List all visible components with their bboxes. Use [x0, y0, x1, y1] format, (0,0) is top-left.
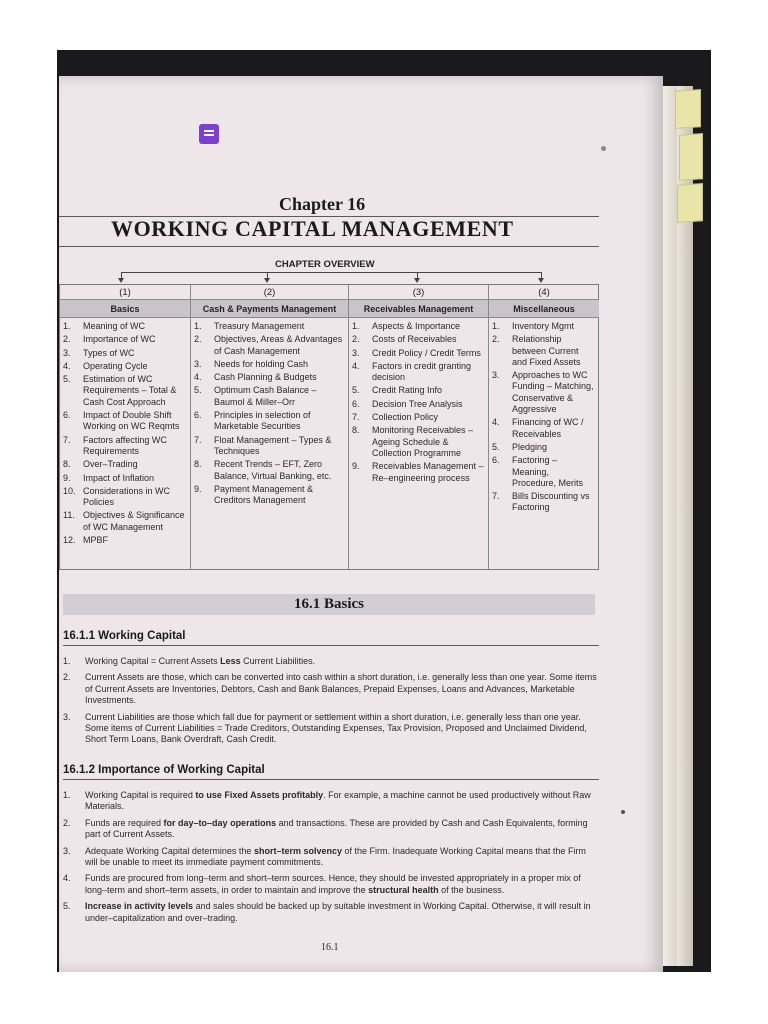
list-item: 8. Monitoring Receivables – Ageing Schedule & Collection Programme [352, 425, 474, 458]
ink-dot [621, 810, 625, 814]
section-heading: 16.1 Basics [63, 594, 595, 615]
list-item: 1. Working Capital is required to use Fixed Assets profitably. For example, a machine cannot be used productively without Raw Materials. [63, 790, 591, 812]
list-item: 3. Credit Policy / Credit Terms [352, 347, 481, 358]
list-item: 4. Funds are procured from long–term and short–term sources. Hence, they should be invested appropriately in a proper mix of long–term and short–term assets, in order to maintain and improve the structural health of the business. [63, 873, 581, 895]
list-item: 8. Recent Trends – EFT, Zero Balance, Virtual Banking, etc. [194, 459, 332, 481]
list-item: 9. Receivables Management – Re–engineering process [352, 461, 484, 483]
topic-list [349, 318, 488, 484]
list-item: 2. Funds are required for day–to–day operations and transactions. These are provided by Cash and Cash Equivalents, forming part of Current Assets. [63, 817, 588, 840]
sticky-flag [677, 183, 703, 223]
importance-list [63, 790, 597, 929]
overview-connector [121, 272, 541, 273]
list-item: 2. Objectives, Areas & Advantages of Cash Management [194, 334, 343, 356]
scanned-photo [57, 50, 711, 972]
list-item: 1. Treasury Management [194, 321, 305, 331]
subsection-rule [63, 779, 599, 780]
overview-column-receivables [348, 285, 488, 569]
list-item: 5. Pledging [492, 441, 548, 452]
overview-column-cash [190, 285, 348, 569]
list-item: 4. Factors in credit granting decision [352, 360, 472, 383]
list-item: 2. Relationship between Current and Fixed Assets [492, 334, 581, 367]
arrow-down-icon [414, 278, 420, 283]
list-item: 6. Impact of Double Shift Working on WC Reqmts [63, 410, 180, 432]
list-item: 3. Adequate Working Capital determines the short–term solvency of the Firm. Inadequate Working Capital means that the Firm will be unable to meet its immediate payment commitments. [63, 845, 586, 868]
overview-column-basics [60, 285, 190, 569]
ink-dot [601, 146, 606, 151]
sticky-flag [675, 89, 701, 129]
column-heading: Receivables Management [349, 300, 488, 318]
sticky-flag [679, 133, 703, 181]
list-item: 12. MPBF [63, 535, 109, 546]
list-item: 9. Payment Management & Creditors Management [194, 483, 314, 506]
book-page [59, 76, 663, 972]
list-item: 3. Types of WC [63, 347, 135, 358]
list-item: 4. Operating Cycle [63, 360, 148, 371]
list-item: 6. Decision Tree Analysis [352, 398, 463, 409]
topic-list [191, 318, 348, 506]
list-item: 1. Aspects & Importance [352, 321, 461, 331]
title-rule [59, 246, 599, 247]
list-item: 2. Current Assets are those, which can be converted into cash within a short duration, i.e. generally less than one year. Some items of Current Assets are Inventories, Debtors, Cash and Bank Balances, Prepaid Expenses, Loans and Advances, Marketable Investments. [63, 672, 597, 706]
page-number: 16.1 [321, 942, 339, 953]
column-number: (3) [349, 285, 488, 300]
chapter-overview-table [59, 284, 599, 570]
list-item: 3. Approaches to WC Funding – Matching, Conservative & Aggressive [492, 370, 594, 415]
list-item: 5. Optimum Cash Balance – Baumol & Miller–Orr [194, 385, 317, 407]
list-item: 7. Float Management – Types & Techniques [194, 434, 332, 456]
column-number: (1) [60, 285, 190, 300]
overview-column-misc [488, 285, 599, 569]
list-item: 4. Financing of WC / Receivables [492, 417, 584, 439]
working-capital-list [63, 656, 597, 751]
subsection-heading: 16.1.1 Working Capital [63, 630, 186, 642]
list-item: 6. Principles in selection of Marketable Securities [194, 410, 311, 432]
list-item: 2. Importance of WC [63, 334, 156, 345]
column-number: (4) [489, 285, 599, 300]
list-item: 1. Working Capital = Current Assets Less Current Liabilities. [63, 656, 316, 666]
list-item: 10. Considerations in WC Policies [63, 485, 171, 508]
list-item: 6. Factoring – Meaning, Procedure, Merits [492, 455, 584, 488]
list-item: 7. Bills Discounting vs Factoring [492, 491, 590, 513]
list-item: 2. Costs of Receivables [352, 334, 457, 345]
arrow-down-icon [264, 278, 270, 283]
chapter-number: Chapter 16 [279, 194, 366, 214]
arrow-down-icon [538, 278, 544, 283]
list-item: 11. Objectives & Significance of WC Management [63, 510, 185, 532]
column-heading: Cash & Payments Management [191, 300, 348, 318]
list-item: 7. Collection Policy [352, 412, 439, 423]
list-item: 1. Meaning of WC [63, 321, 146, 331]
list-item: 5. Estimation of WC Requirements – Total & Cash Cost Approach [63, 374, 177, 407]
chapter-title: WORKING CAPITAL MANAGEMENT [111, 216, 514, 241]
list-item: 5. Credit Rating Info [352, 385, 443, 396]
overview-title: CHAPTER OVERVIEW [275, 259, 375, 270]
topic-list [60, 318, 190, 546]
column-heading: Basics [60, 300, 190, 318]
list-item: 3. Needs for holding Cash [194, 358, 309, 369]
list-item: 5. Increase in activity levels and sales should be backed up by suitable investment in Working Capital. Otherwise, it will result in under–capitalization and over–trading. [63, 901, 591, 923]
list-item: 7. Factors affecting WC Requirements [63, 434, 167, 456]
subsection-heading: 16.1.2 Importance of Working Capital [63, 764, 265, 776]
topic-list [489, 318, 599, 514]
column-number: (2) [191, 285, 348, 300]
comment-icon[interactable] [199, 124, 219, 144]
list-item: 8. Over–Trading [63, 459, 138, 470]
list-item: 1. Inventory Mgmt [492, 321, 575, 331]
subsection-rule [63, 645, 599, 646]
arrow-down-icon [118, 278, 124, 283]
list-item: 4. Cash Planning & Budgets [194, 372, 317, 383]
list-item: 3. Current Liabilities are those which fall due for payment or settlement within a short duration, i.e. generally less than one year. Some items of Current Liabilities = Trade Creditors, Outstanding Expenses, Tax Provision, Proposed and Unclaimed Dividend, Short Term Loans, Bank Overdraft, Cash Credit. [63, 711, 587, 745]
column-heading: Miscellaneous [489, 300, 599, 318]
list-item: 9. Impact of Inflation [63, 472, 155, 483]
